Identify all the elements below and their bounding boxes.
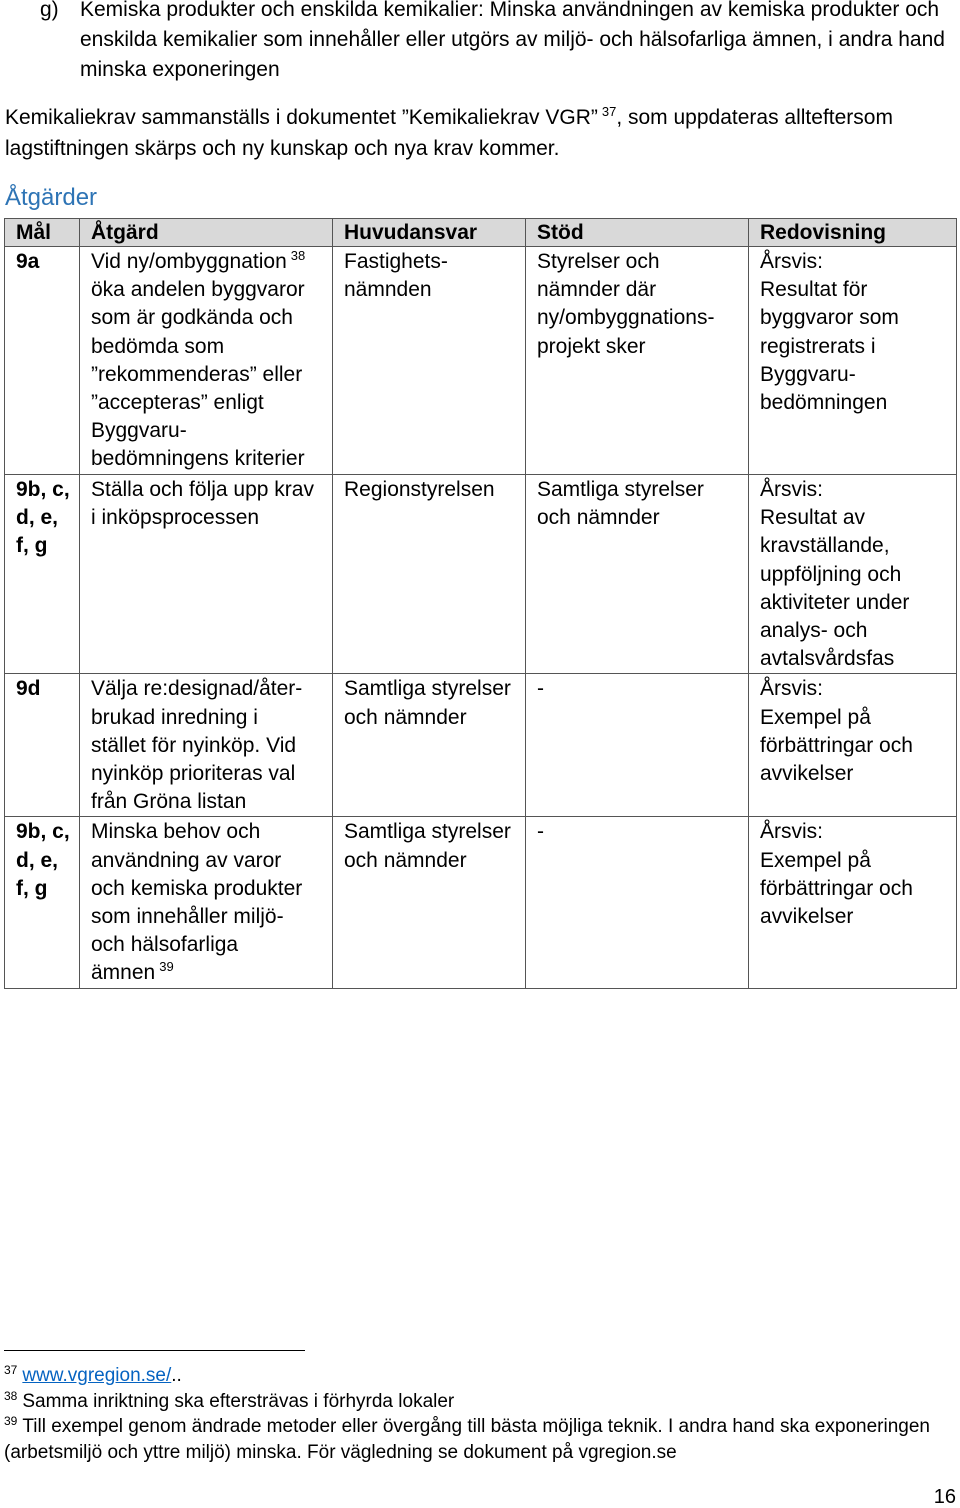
footnotes (4, 1363, 930, 1466)
cell-line: och nämnder (344, 705, 467, 729)
cell-line: Samtliga styrelser (344, 677, 511, 701)
paragraph-line: lagstiftningen skärps och ny kunskap och nya krav kommer. (5, 137, 560, 160)
cell-line: i inköpsprocessen (91, 506, 260, 530)
footnote-text: Samma inriktning ska eftersträvas i förhyrda lokaler (22, 1390, 455, 1412)
cell-line: d, e, (16, 848, 59, 872)
cell-huvudansvar (333, 817, 526, 988)
footnote-line: (arbetsmiljö och yttre miljö) minska. För vägledning se dokument på vgregion.se (4, 1442, 677, 1464)
cell-line: avtalsvårdsfas (760, 647, 895, 671)
cell-line: byggvaror som (760, 306, 899, 330)
cell-redovisning (749, 475, 957, 674)
cell-line: f, g (16, 534, 48, 558)
cell-line: nämnder där (537, 278, 657, 302)
cell-line: projekt sker (537, 334, 646, 358)
header-mal: Mål (5, 219, 80, 247)
cell-line: och hälsofarliga (91, 933, 239, 957)
cell-line: som är godkända och (91, 306, 293, 330)
cell-stod (526, 817, 749, 988)
footnote-ref: 37 (601, 104, 617, 119)
cell-stod (526, 247, 749, 475)
cell-line: kravställande, (760, 534, 890, 558)
footnote-link[interactable]: www.vgregion.se/ (22, 1365, 172, 1386)
cell-huvudansvar (333, 475, 526, 674)
cell-line: från Gröna listan (91, 790, 247, 814)
cell-line: och kemiska produkter (91, 876, 303, 900)
cell-huvudansvar (333, 674, 526, 817)
cell-line: Resultat av (760, 506, 866, 530)
cell-line: Minska behov och (91, 820, 261, 844)
cell-line: Samtliga styrelser (344, 820, 511, 844)
footnote-text: .. (171, 1365, 182, 1386)
cell-line: Välja re:designad/åter- (91, 677, 303, 701)
cell-line: ”rekommenderas” eller (91, 362, 303, 386)
cell-line: registrerats i (760, 334, 876, 358)
cell-line: 9b, c, (16, 820, 70, 844)
cell-line: Regionstyrelsen (344, 478, 495, 501)
footnote-line (4, 1414, 930, 1440)
list-item-line: minska exponeringen (80, 58, 280, 81)
cell-line: 9d (16, 677, 41, 701)
cell-line: och nämnder (537, 506, 660, 530)
table-row (5, 817, 957, 988)
cell-mal (5, 674, 80, 817)
cell-line: som innehåller miljö- (91, 905, 284, 929)
list-item-text (80, 0, 945, 85)
table-header-row (5, 219, 957, 247)
cell-line: brukad inredning i (91, 705, 258, 729)
table-body (5, 247, 957, 989)
table-row (5, 475, 957, 674)
cell-line: f, g (16, 876, 48, 900)
cell-stod (526, 674, 749, 817)
cell-atgard (80, 247, 333, 475)
cell-line: Samtliga styrelser (537, 478, 704, 501)
cell-line: och nämnder (344, 848, 467, 872)
table-row (5, 247, 957, 475)
cell-line: bedömda som (91, 334, 225, 358)
cell-line: användning av varor (91, 848, 282, 872)
page-number: 16 (933, 1486, 956, 1508)
cell-line: 9a (16, 250, 40, 273)
cell-line: avvikelser (760, 905, 854, 929)
cell-line: Byggvaru- (91, 419, 187, 443)
header-huvudansvar: Huvudansvar (333, 219, 526, 247)
cell-line: d, e, (16, 506, 59, 530)
footnote-text: Till exempel genom ändrade metoder eller övergång till bästa möjliga teknik. I andra hand ska exponeringen (22, 1416, 930, 1438)
cell-redovisning (749, 674, 957, 817)
cell-line: bedömningens kriterier (91, 447, 305, 471)
cell-line: 9b, c, (16, 478, 70, 501)
cell-line: avvikelser (760, 762, 854, 786)
cell-line: uppföljning och (760, 562, 902, 586)
footnote-separator (4, 1350, 305, 1351)
cell-line: stället för nyinköp. Vid (91, 733, 297, 757)
cell-line: Ställa och följa upp krav (91, 478, 314, 501)
section-heading: Åtgärder (5, 184, 98, 211)
cell-line: Resultat för (760, 278, 868, 302)
cell-line: Årsvis: (760, 820, 823, 844)
paragraph-line (5, 102, 893, 133)
cell-huvudansvar (333, 247, 526, 475)
cell-stod (526, 475, 749, 674)
table-row (5, 674, 957, 817)
header-redovisning: Redovisning (749, 219, 957, 247)
cell-line: Exempel på (760, 848, 871, 872)
footnote-number: 37 (4, 1363, 18, 1377)
cell-text: ämnen (91, 961, 156, 985)
footnote-number: 39 (4, 1414, 18, 1429)
intro-paragraph (5, 102, 893, 164)
cell-line: - (537, 677, 544, 701)
cell-line: Årsvis: (760, 478, 823, 501)
cell-text: Vid ny/ombyggnation (91, 250, 287, 273)
footnote-number: 38 (4, 1388, 18, 1403)
footnote-ref: 39 (159, 959, 174, 975)
cell-line: öka andelen byggvaror (91, 278, 305, 302)
measures-table (4, 218, 957, 989)
header-stod: Stöd (526, 219, 749, 247)
cell-redovisning (749, 817, 957, 988)
cell-line: Fastighets- (344, 250, 448, 273)
cell-line: aktiviteter under (760, 590, 910, 614)
footnote-39 (4, 1414, 930, 1465)
list-item-line: enskilda kemikalier som innehåller eller utgörs av miljö- och hälsofarliga ämnen, i andra hand (80, 28, 945, 51)
cell-line: Exempel på (760, 705, 871, 729)
cell-line: förbättringar och (760, 733, 913, 757)
cell-line: Årsvis: (760, 677, 823, 701)
cell-line: nämnden (344, 278, 432, 302)
cell-line: Byggvaru- (760, 362, 856, 386)
cell-line: nyinköp prioriteras val (91, 762, 296, 786)
cell-atgard (80, 817, 333, 988)
cell-redovisning (749, 247, 957, 475)
cell-line: ”accepteras” enligt (91, 391, 264, 415)
cell-atgard (80, 475, 333, 674)
cell-line: förbättringar och (760, 876, 913, 900)
cell-line: bedömningen (760, 391, 888, 415)
paragraph-text: Kemikaliekrav sammanställs i dokumentet ”Kemikaliekrav VGR” (5, 106, 598, 129)
footnote-38 (4, 1389, 930, 1415)
list-marker: g) (40, 0, 59, 21)
cell-atgard (80, 674, 333, 817)
list-item-line: Kemiska produkter och enskilda kemikalier: Minska användningen av kemiska produkter och (80, 0, 940, 21)
paragraph-text: , som uppdateras allteftersom (616, 106, 893, 129)
header-atgard: Åtgärd (80, 219, 333, 247)
cell-mal (5, 475, 80, 674)
cell-mal (5, 247, 80, 475)
cell-line (91, 248, 328, 276)
cell-mal (5, 817, 80, 988)
cell-line: analys- och (760, 619, 868, 643)
footnote-37 (4, 1363, 930, 1389)
cell-line (91, 959, 328, 987)
cell-line: Årsvis: (760, 250, 823, 273)
footnote-ref: 38 (290, 248, 306, 263)
cell-line: ny/ombyggnations- (537, 306, 715, 330)
cell-line: - (537, 820, 544, 844)
list-item-g (0, 0, 960, 87)
cell-line: Styrelser och (537, 250, 660, 273)
